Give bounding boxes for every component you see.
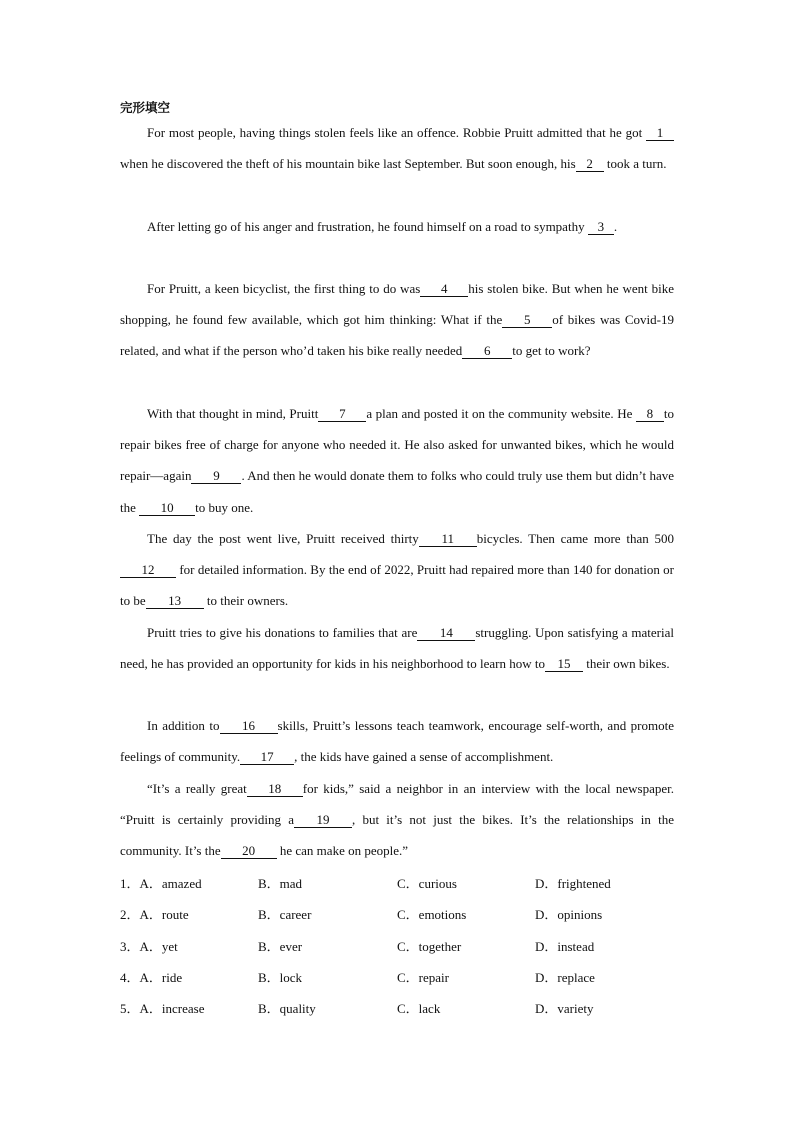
passage-text: of bikes was Covid-19 related, and what if the person who’d taken his bike really needed <box>120 312 674 359</box>
passage-text: to get to work? <box>512 343 591 359</box>
passage-text: skills, Pruitt’s lessons teach teamwork, encourage self-worth, and promote feelings of community. <box>120 718 675 765</box>
question-number: 4． <box>120 970 140 985</box>
passage-text: when he discovered the theft of his mountain bike last September. But soon enough, his <box>120 156 576 172</box>
passage-text: The day the post went live, Pruitt received thirty <box>147 531 419 546</box>
passage-text: With that thought in mind, Pruitt <box>147 406 319 421</box>
passage-text: he can make on people.” <box>276 843 409 859</box>
blank-7: 7 <box>318 407 366 422</box>
blank-8: 8 <box>636 407 664 422</box>
passage-text: For Pruitt, a keen bicyclist, the first thing to do was <box>147 281 421 296</box>
question-option-a <box>120 967 182 986</box>
paragraph-2 <box>120 211 674 242</box>
paragraph-7 <box>120 710 674 772</box>
blank-20: 20 <box>221 844 277 859</box>
question-option-d: D．frightened <box>535 876 611 891</box>
passage-text: took a turn. <box>603 156 667 172</box>
question-option-d: D．opinions <box>535 907 603 922</box>
question-option-d: D．replace <box>535 970 595 985</box>
blank-5: 5 <box>502 313 552 328</box>
question-number: 3． <box>120 939 140 954</box>
passage-text: for detailed information. By the end of 2022, Pruitt had repaired more than 140 for donation or to be <box>120 562 674 609</box>
passage-text: “It’s a really great <box>147 781 247 796</box>
blank-19: 19 <box>294 813 352 828</box>
question-options-1 <box>120 873 680 893</box>
question-option-b: B．ever <box>258 939 303 954</box>
option-a-text: A．amazed <box>139 876 202 891</box>
blank-16: 16 <box>220 719 278 734</box>
passage-text: to their owners. <box>203 593 289 609</box>
blank-10: 10 <box>139 501 195 516</box>
question-options-2 <box>120 904 680 924</box>
passage-text: For most people, having things stolen feels like an offence. Robbie Pruitt admitted that he got <box>147 125 646 140</box>
paragraph-6 <box>120 617 674 679</box>
question-option-c: C．curious <box>397 876 457 891</box>
passage-text: to repair bikes free of charge for anyone who needed it. He also asked for unwanted bikes, which he would repair—again <box>120 406 675 484</box>
question-options-5 <box>120 998 680 1018</box>
question-option-d: D．variety <box>535 1001 594 1016</box>
question-option-b: B．quality <box>258 1001 316 1016</box>
blank-14: 14 <box>417 626 475 641</box>
option-a-text: A．increase <box>139 1001 205 1016</box>
question-option-c: C．lack <box>397 1001 441 1016</box>
blank-4: 4 <box>420 282 468 297</box>
question-option-a <box>120 904 189 923</box>
question-options-4 <box>120 967 680 987</box>
paragraph-3 <box>120 273 674 367</box>
passage-text: , but it’s not just the bikes. It’s the relationships in the community. It’s the <box>120 812 674 859</box>
passage-text: . And then he would donate them to folks who could truly use them but didn’t have the <box>120 468 674 515</box>
passage-text: . <box>613 219 618 234</box>
section-title: 完形填空 <box>120 100 171 115</box>
question-number: 1． <box>120 876 140 891</box>
paragraph-5 <box>120 523 674 617</box>
question-option-b: B．mad <box>258 876 303 891</box>
question-options-3 <box>120 936 680 956</box>
blank-3: 3 <box>588 220 614 235</box>
passage-text: to buy one. <box>195 499 254 515</box>
passage-text: struggling. Upon satisfying a material need, he has provided an opportunity for kids in his neighborhood to learn how to <box>120 625 674 672</box>
option-a-text: A．route <box>139 907 189 922</box>
blank-13: 13 <box>146 594 204 609</box>
passage-text: their own bikes. <box>582 656 670 672</box>
blank-12: 12 <box>120 563 176 578</box>
passage-text: In addition to <box>147 718 220 733</box>
passage-text: a plan and posted it on the community website. He <box>366 406 636 421</box>
question-option-b: B．lock <box>258 970 303 985</box>
question-option-a <box>120 936 178 955</box>
blank-2: 2 <box>576 157 604 172</box>
option-a-text: A．yet <box>139 939 178 954</box>
option-a-text: A．ride <box>139 970 183 985</box>
blank-9: 9 <box>191 469 241 484</box>
blank-11: 11 <box>419 532 477 547</box>
passage-text: After letting go of his anger and frustration, he found himself on a road to sympathy <box>147 219 588 234</box>
blank-6: 6 <box>462 344 512 359</box>
question-option-b: B．career <box>258 907 312 922</box>
question-option-c: C．repair <box>397 970 449 985</box>
question-option-a <box>120 873 202 892</box>
passage-text: bicycles. Then came more than 500 <box>476 531 674 546</box>
paragraph-8 <box>120 773 674 867</box>
paragraph-4 <box>120 398 674 523</box>
blank-1: 1 <box>646 126 674 141</box>
question-option-c: C．together <box>397 939 462 954</box>
blank-17: 17 <box>240 750 294 765</box>
blank-15: 15 <box>545 657 583 672</box>
question-option-a <box>120 998 204 1017</box>
passage-text: his stolen bike. But when he went bike shopping, he found few available, which got him thinking: What if the <box>120 281 675 328</box>
question-option-d: D．instead <box>535 939 595 954</box>
passage-text: Pruitt tries to give his donations to families that are <box>147 625 418 640</box>
passage-text: for kids,” said a neighbor in an interview with the local newspaper. “Pruitt is certainly providing a <box>120 781 675 828</box>
question-number: 2． <box>120 907 140 922</box>
blank-18: 18 <box>247 782 303 797</box>
passage-text: , the kids have gained a sense of accomplishment. <box>294 749 554 765</box>
question-number: 5． <box>120 1001 140 1016</box>
paragraph-1 <box>120 117 674 179</box>
question-option-c: C．emotions <box>397 907 467 922</box>
